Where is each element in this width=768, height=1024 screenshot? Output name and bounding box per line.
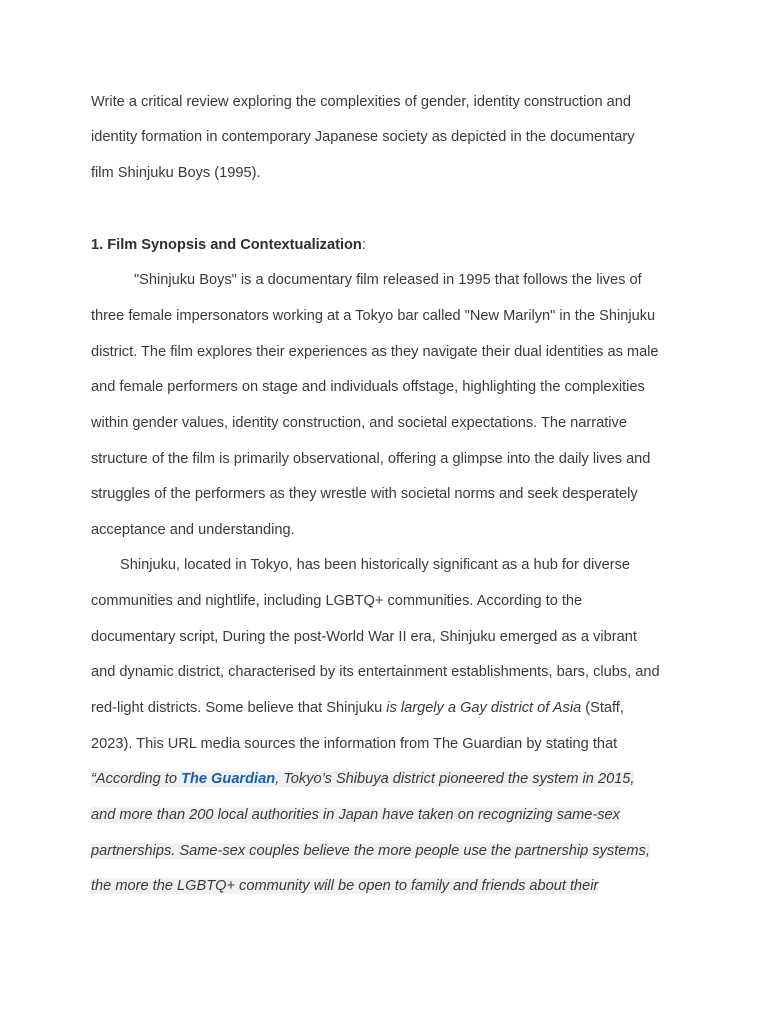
- paragraph-line: communities and nightlife, including LGBTQ+ communities. According to the: [91, 593, 583, 609]
- the-guardian-link[interactable]: The Guardian: [181, 771, 276, 787]
- italic-phrase: is largely a Gay district of Asia: [386, 700, 582, 716]
- section-heading-colon: :: [361, 237, 366, 253]
- section-heading: [91, 235, 366, 255]
- paragraph-line: 2023). This URL media sources the information from The Guardian by stating that: [91, 736, 618, 752]
- quote-line: [91, 769, 634, 789]
- section-heading-text: 1. Film Synopsis and Contextualization: [91, 237, 362, 253]
- quote-line: [91, 876, 598, 896]
- paragraph-line: Shinjuku, located in Tokyo, has been historically significant as a hub for diverse: [120, 557, 630, 573]
- text-run: red-light districts. Some believe that Shinjuku: [91, 700, 387, 716]
- paragraph-line: [91, 698, 624, 718]
- paragraph-line: district. The film explores their experiences as they navigate their dual identities as male: [91, 344, 659, 360]
- paragraph-line: and dynamic district, characterised by its entertainment establishments, bars, clubs, and: [91, 664, 660, 680]
- paragraph-line: within gender values, identity construction, and societal expectations. The narrative: [91, 415, 627, 431]
- prompt-line: film Shinjuku Boys (1995).: [91, 165, 261, 181]
- quote-open: “According to: [91, 771, 182, 787]
- quote-text: partnerships. Same-sex couples believe the more people use the partnership systems,: [91, 843, 650, 859]
- paragraph-line: documentary script, During the post-World War II era, Shinjuku emerged as a vibrant: [91, 629, 637, 645]
- paragraph-line: struggles of the performers as they wrestle with societal norms and seek desperately: [91, 486, 638, 502]
- paragraph-line: structure of the film is primarily observational, offering a glimpse into the daily lives and: [91, 451, 651, 467]
- quote-text: and more than 200 local authorities in Japan have taken on recognizing same-sex: [91, 807, 620, 823]
- text-run: (Staff,: [581, 700, 624, 716]
- prompt-line: Write a critical review exploring the complexities of gender, identity construction and: [91, 94, 631, 110]
- quote-line: [91, 841, 650, 861]
- quote-text: , Tokyo’s Shibuya district pioneered the system in 2015,: [275, 771, 635, 787]
- prompt-line: identity formation in contemporary Japanese society as depicted in the documentary: [91, 129, 635, 145]
- paragraph-line: and female performers on stage and individuals offstage, highlighting the complexities: [91, 379, 645, 395]
- paragraph-line: three female impersonators working at a Tokyo bar called "New Marilyn" in the Shinjuku: [91, 308, 656, 324]
- paragraph-line: acceptance and understanding.: [91, 522, 295, 538]
- paragraph-line: "Shinjuku Boys" is a documentary film released in 1995 that follows the lives of: [134, 272, 642, 288]
- quote-line: [91, 805, 620, 825]
- quote-text: the more the LGBTQ+ community will be open to family and friends about their: [91, 878, 599, 894]
